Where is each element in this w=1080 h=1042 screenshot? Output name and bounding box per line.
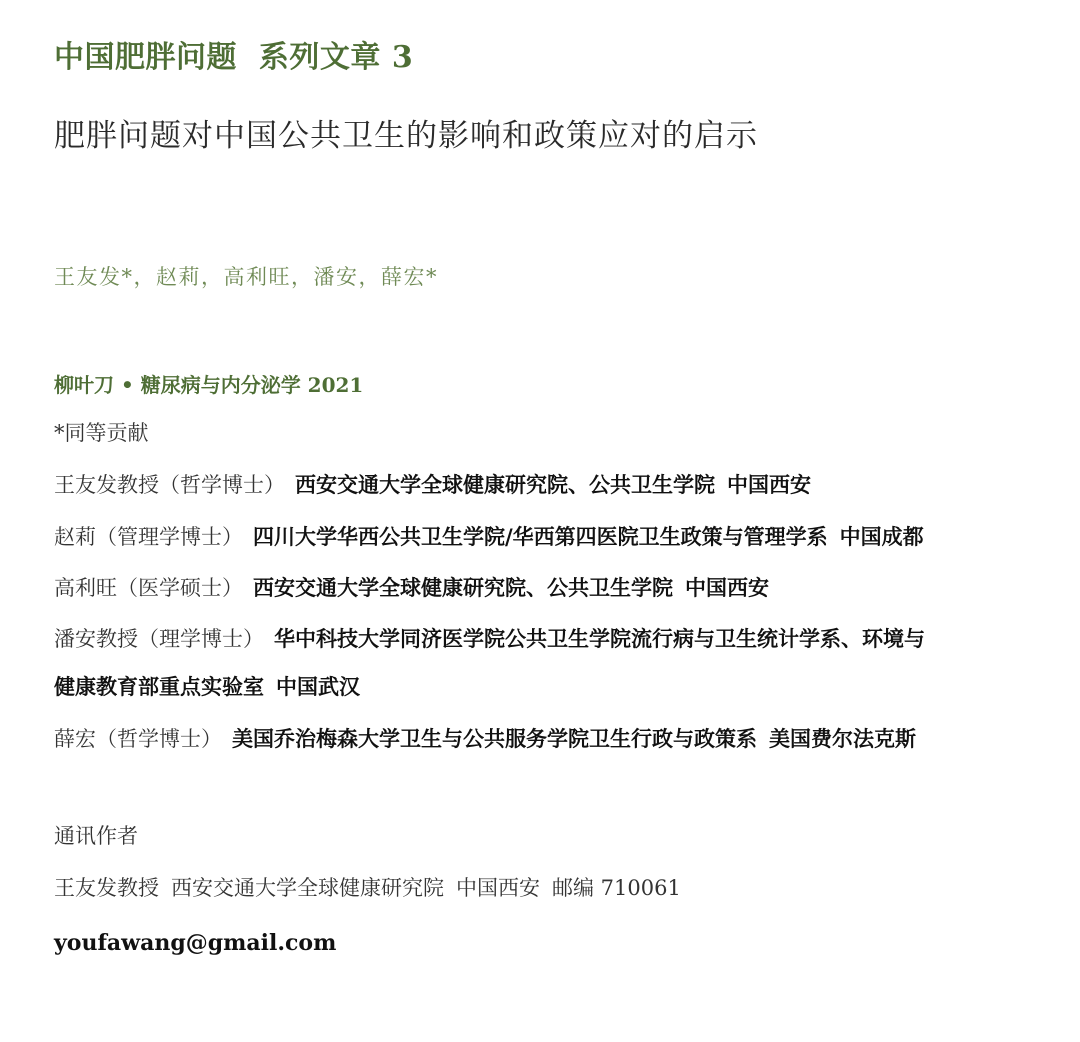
author-list: 王友发*，赵莉，高利旺，潘安，薛宏* [54,265,438,289]
series-title: 中国肥胖问题 系列文章 3 [54,40,414,75]
correspondence-institution: 西安交通大学全球健康研究院 [171,876,444,900]
correspondence-location: 中国西安 [456,876,540,900]
correspondence-postcode: 邮编 710061 [552,876,681,900]
affiliation-location: 美国费尔法克斯 [769,726,916,751]
affiliation-location: 中国成都 [839,524,924,549]
affiliation-name: 王友发教授（哲学博士） [54,473,285,497]
affiliation-location: 中国武汉 [276,674,360,699]
correspondence-name: 王友发教授 [54,876,159,900]
correspondence-email[interactable]: youfawang@gmail.com [54,930,337,956]
affiliation-institution-continued: 健康教育部重点实验室 [54,674,264,699]
affiliation-institution: 西安交通大学全球健康研究院、公共卫生学院 [295,472,715,497]
affiliation-5 [54,728,916,750]
journal-citation: 柳叶刀 • 糖尿病与内分泌学 2021 [54,373,364,397]
correspondence-address [54,878,681,899]
affiliation-institution: 四川大学华西公共卫生学院/华西第四医院卫生政策与管理学系 [253,524,828,549]
affiliation-institution: 西安交通大学全球健康研究院、公共卫生学院 [253,575,673,600]
affiliation-location: 中国西安 [727,472,811,497]
affiliation-name: 赵莉（管理学博士） [54,525,243,549]
affiliation-name: 薛宏（哲学博士） [54,727,222,751]
equal-contribution-note: *同等贡献 [54,421,149,445]
affiliation-location: 中国西安 [685,575,769,600]
article-title: 肥胖问题对中国公共卫生的影响和政策应对的启示 [54,118,758,154]
affiliation-3 [54,577,769,599]
affiliation-institution: 华中科技大学同济医学院公共卫生学院流行病与卫生统计学系、环境与 [274,626,925,651]
affiliation-2 [54,526,924,548]
affiliation-name: 高利旺（医学硕士） [54,576,243,600]
affiliation-name: 潘安教授（理学博士） [54,627,264,651]
affiliation-4 [54,628,925,650]
affiliation-4-continued [54,676,360,698]
affiliation-1 [54,474,811,496]
affiliation-institution: 美国乔治梅森大学卫生与公共服务学院卫生行政与政策系 [232,726,757,751]
correspondence-label: 通讯作者 [54,824,138,848]
